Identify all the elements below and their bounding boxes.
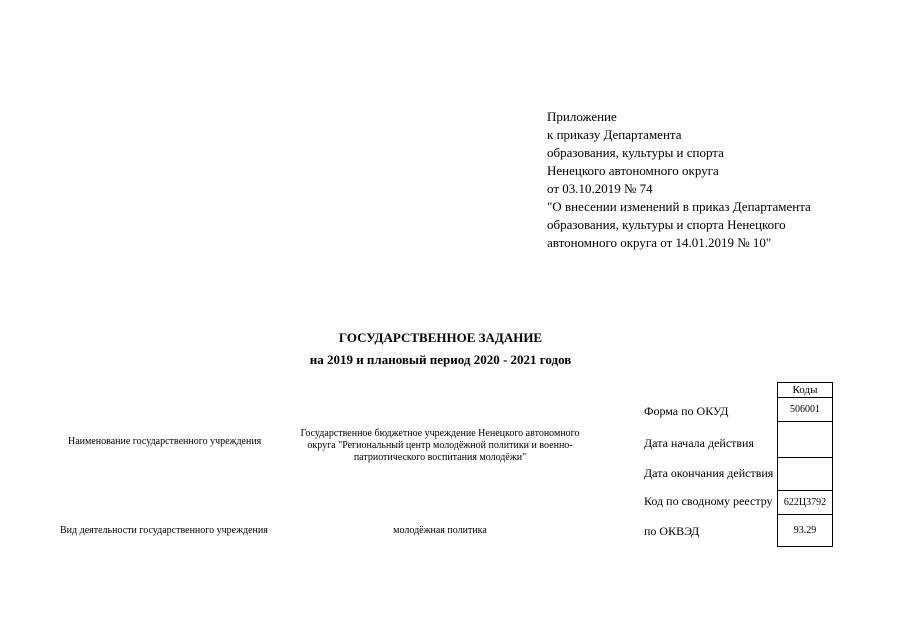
appendix-line: Приложение (547, 109, 617, 124)
appendix-block (547, 108, 877, 252)
appendix-line: образования, культуры и спорта Ненецкого (547, 217, 786, 232)
appendix-line: автономного округа от 14.01.2019 № 10" (547, 235, 772, 250)
registry-code-label: Код по сводному реестру (644, 494, 773, 508)
registry-code: 622Ц3792 (778, 491, 832, 515)
okved-code: 93.29 (778, 515, 832, 547)
institution-value: Государственное бюджетное учреждение Ненецкого автономного округа "Региональный центр молодёжной политики и военно-патриотического воспитания молодёжи" (300, 428, 580, 463)
appendix-line: от 03.10.2019 № 74 (547, 181, 653, 196)
document-title: ГОСУДАРСТВЕННОЕ ЗАДАНИЕ (338, 330, 543, 345)
start-date-code (778, 422, 832, 458)
end-date-code (778, 458, 832, 491)
activity-label: Вид деятельности государственного учреждения (60, 525, 268, 536)
document-subtitle: на 2019 и плановый период 2020 - 2021 годов (309, 352, 572, 367)
okved-label: по ОКВЭД (644, 524, 700, 538)
institution-label: Наименование государственного учреждения (68, 436, 262, 447)
appendix-line: образования, культуры и спорта (547, 145, 724, 160)
activity-value: молодёжная политика (393, 525, 487, 536)
appendix-line: к приказу Департамента (547, 127, 682, 142)
okud-code: 506001 (778, 398, 832, 422)
end-date-label: Дата окончания действия (644, 466, 774, 480)
okud-label: Форма по ОКУД (644, 404, 729, 418)
codes-table (777, 382, 833, 547)
start-date-label: Дата начала действия (644, 436, 754, 450)
codes-header: Коды (778, 383, 832, 398)
appendix-line: Ненецкого автономного округа (547, 163, 719, 178)
appendix-line: "О внесении изменений в приказ Департамента (547, 199, 811, 214)
